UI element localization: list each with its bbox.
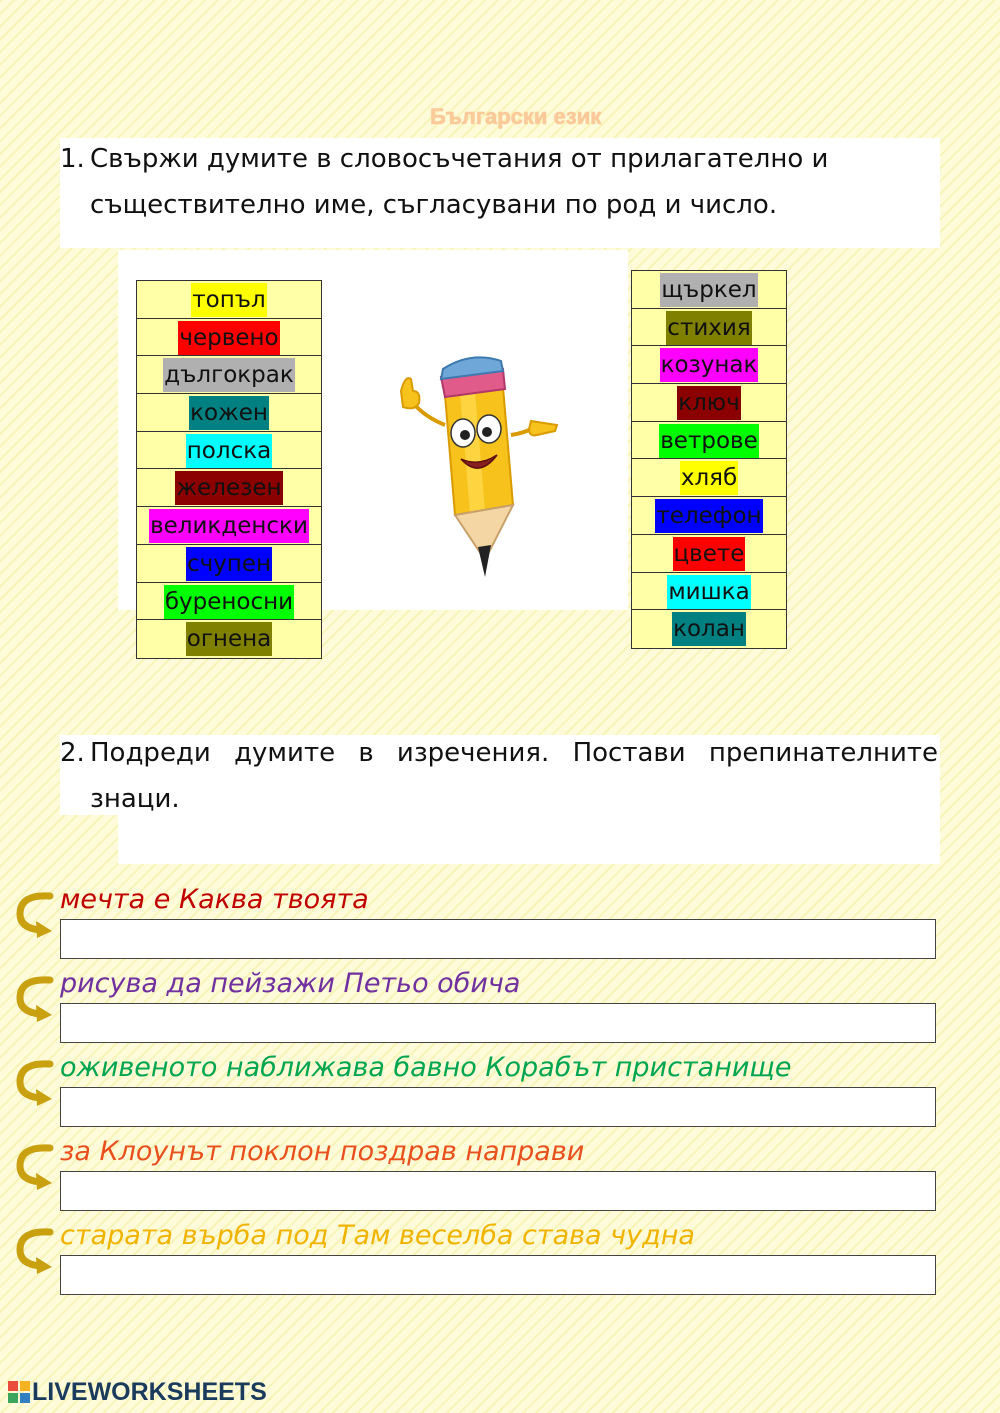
page-title: Български език bbox=[430, 104, 602, 129]
adjective-word: буреносни bbox=[164, 585, 294, 619]
noun-cell[interactable] bbox=[632, 346, 786, 384]
curved-arrow-icon bbox=[10, 974, 60, 1024]
scrambled-sentence: за Клоунът поклон поздрав направи bbox=[60, 1136, 585, 1167]
adjective-cell[interactable] bbox=[137, 356, 321, 394]
noun-word: щъркел bbox=[660, 273, 757, 307]
answer-input[interactable] bbox=[60, 1171, 936, 1211]
adjective-word: железен bbox=[175, 471, 282, 505]
noun-cell[interactable] bbox=[632, 309, 786, 347]
scrambled-sentence: оживеното наближава бавно Корабът пристанище bbox=[60, 1052, 792, 1083]
noun-cell[interactable] bbox=[632, 573, 786, 611]
adjective-word: великденски bbox=[149, 509, 309, 543]
task2-instructions bbox=[60, 730, 940, 822]
noun-cell[interactable] bbox=[632, 422, 786, 460]
answer-input[interactable] bbox=[60, 1087, 936, 1127]
answer-input[interactable] bbox=[60, 1003, 936, 1043]
task1-line2: съществително име, съгласувани по род и число. bbox=[90, 190, 778, 220]
adjective-cell[interactable] bbox=[137, 281, 321, 319]
adjective-word: дългокрак bbox=[163, 358, 295, 392]
noun-word: мишка bbox=[667, 575, 750, 609]
noun-word: телефон bbox=[655, 499, 762, 533]
task2-word: Постави bbox=[572, 738, 686, 768]
noun-cell[interactable] bbox=[632, 610, 786, 648]
pencil-mascot-illustration bbox=[385, 355, 560, 585]
task1-number: 1. bbox=[60, 144, 85, 174]
adjective-cell[interactable] bbox=[137, 469, 321, 507]
task2-line1 bbox=[90, 730, 938, 776]
adjective-word: червено bbox=[178, 321, 279, 355]
noun-word: колан bbox=[672, 612, 746, 646]
task2-word: в bbox=[358, 738, 374, 768]
task1-line1: Свържи думите в словосъчетания от прилагателно и bbox=[90, 144, 829, 174]
task2-word: думите bbox=[234, 738, 336, 768]
scrambled-sentence: мечта е Каква твоята bbox=[60, 884, 369, 915]
scrambled-sentence: рисува да пейзажи Петьо обича bbox=[60, 968, 521, 999]
answer-input[interactable] bbox=[60, 919, 936, 959]
adjective-cell[interactable] bbox=[137, 394, 321, 432]
noun-column bbox=[631, 270, 787, 649]
adjective-cell[interactable] bbox=[137, 620, 321, 658]
noun-cell[interactable] bbox=[632, 384, 786, 422]
adjective-word: огнена bbox=[186, 622, 272, 656]
noun-word: ключ bbox=[677, 386, 741, 420]
adjective-word: топъл bbox=[191, 283, 266, 317]
noun-word: стихия bbox=[666, 311, 751, 345]
noun-word: козунак bbox=[660, 348, 759, 382]
noun-cell[interactable] bbox=[632, 535, 786, 573]
adjective-word: счупен bbox=[186, 547, 272, 581]
curved-arrow-icon bbox=[10, 1142, 60, 1192]
footer-brand: LIVEWORKSHEETS bbox=[32, 1378, 267, 1406]
curved-arrow-icon bbox=[10, 890, 60, 940]
adjective-cell[interactable] bbox=[137, 583, 321, 621]
noun-word: ветрове bbox=[659, 424, 758, 458]
curved-arrow-icon bbox=[10, 1226, 60, 1276]
noun-cell[interactable] bbox=[632, 271, 786, 309]
adjective-word: полска bbox=[186, 434, 272, 468]
adjective-cell[interactable] bbox=[137, 319, 321, 357]
noun-word: хляб bbox=[680, 461, 738, 495]
noun-cell[interactable] bbox=[632, 497, 786, 535]
noun-cell[interactable] bbox=[632, 459, 786, 497]
adjective-cell[interactable] bbox=[137, 545, 321, 583]
adjective-word: кожен bbox=[189, 396, 269, 430]
liveworksheets-logo bbox=[8, 1378, 267, 1407]
task2-number: 2. bbox=[60, 738, 85, 768]
adjective-cell[interactable] bbox=[137, 432, 321, 470]
adjective-column bbox=[136, 280, 322, 659]
task1-instructions bbox=[60, 136, 940, 228]
liveworksheets-logo-icon bbox=[8, 1381, 30, 1403]
answer-input[interactable] bbox=[60, 1255, 936, 1295]
scrambled-sentence: старата върба под Там веселба става чудна bbox=[60, 1220, 695, 1251]
noun-word: цвете bbox=[673, 537, 746, 571]
curved-arrow-icon bbox=[10, 1058, 60, 1108]
task2-word: Подреди bbox=[90, 738, 211, 768]
task2-word: препинателните bbox=[708, 738, 938, 768]
task2-word: изречения. bbox=[396, 738, 550, 768]
adjective-cell[interactable] bbox=[137, 507, 321, 545]
task2-line2: знаци. bbox=[90, 784, 180, 814]
